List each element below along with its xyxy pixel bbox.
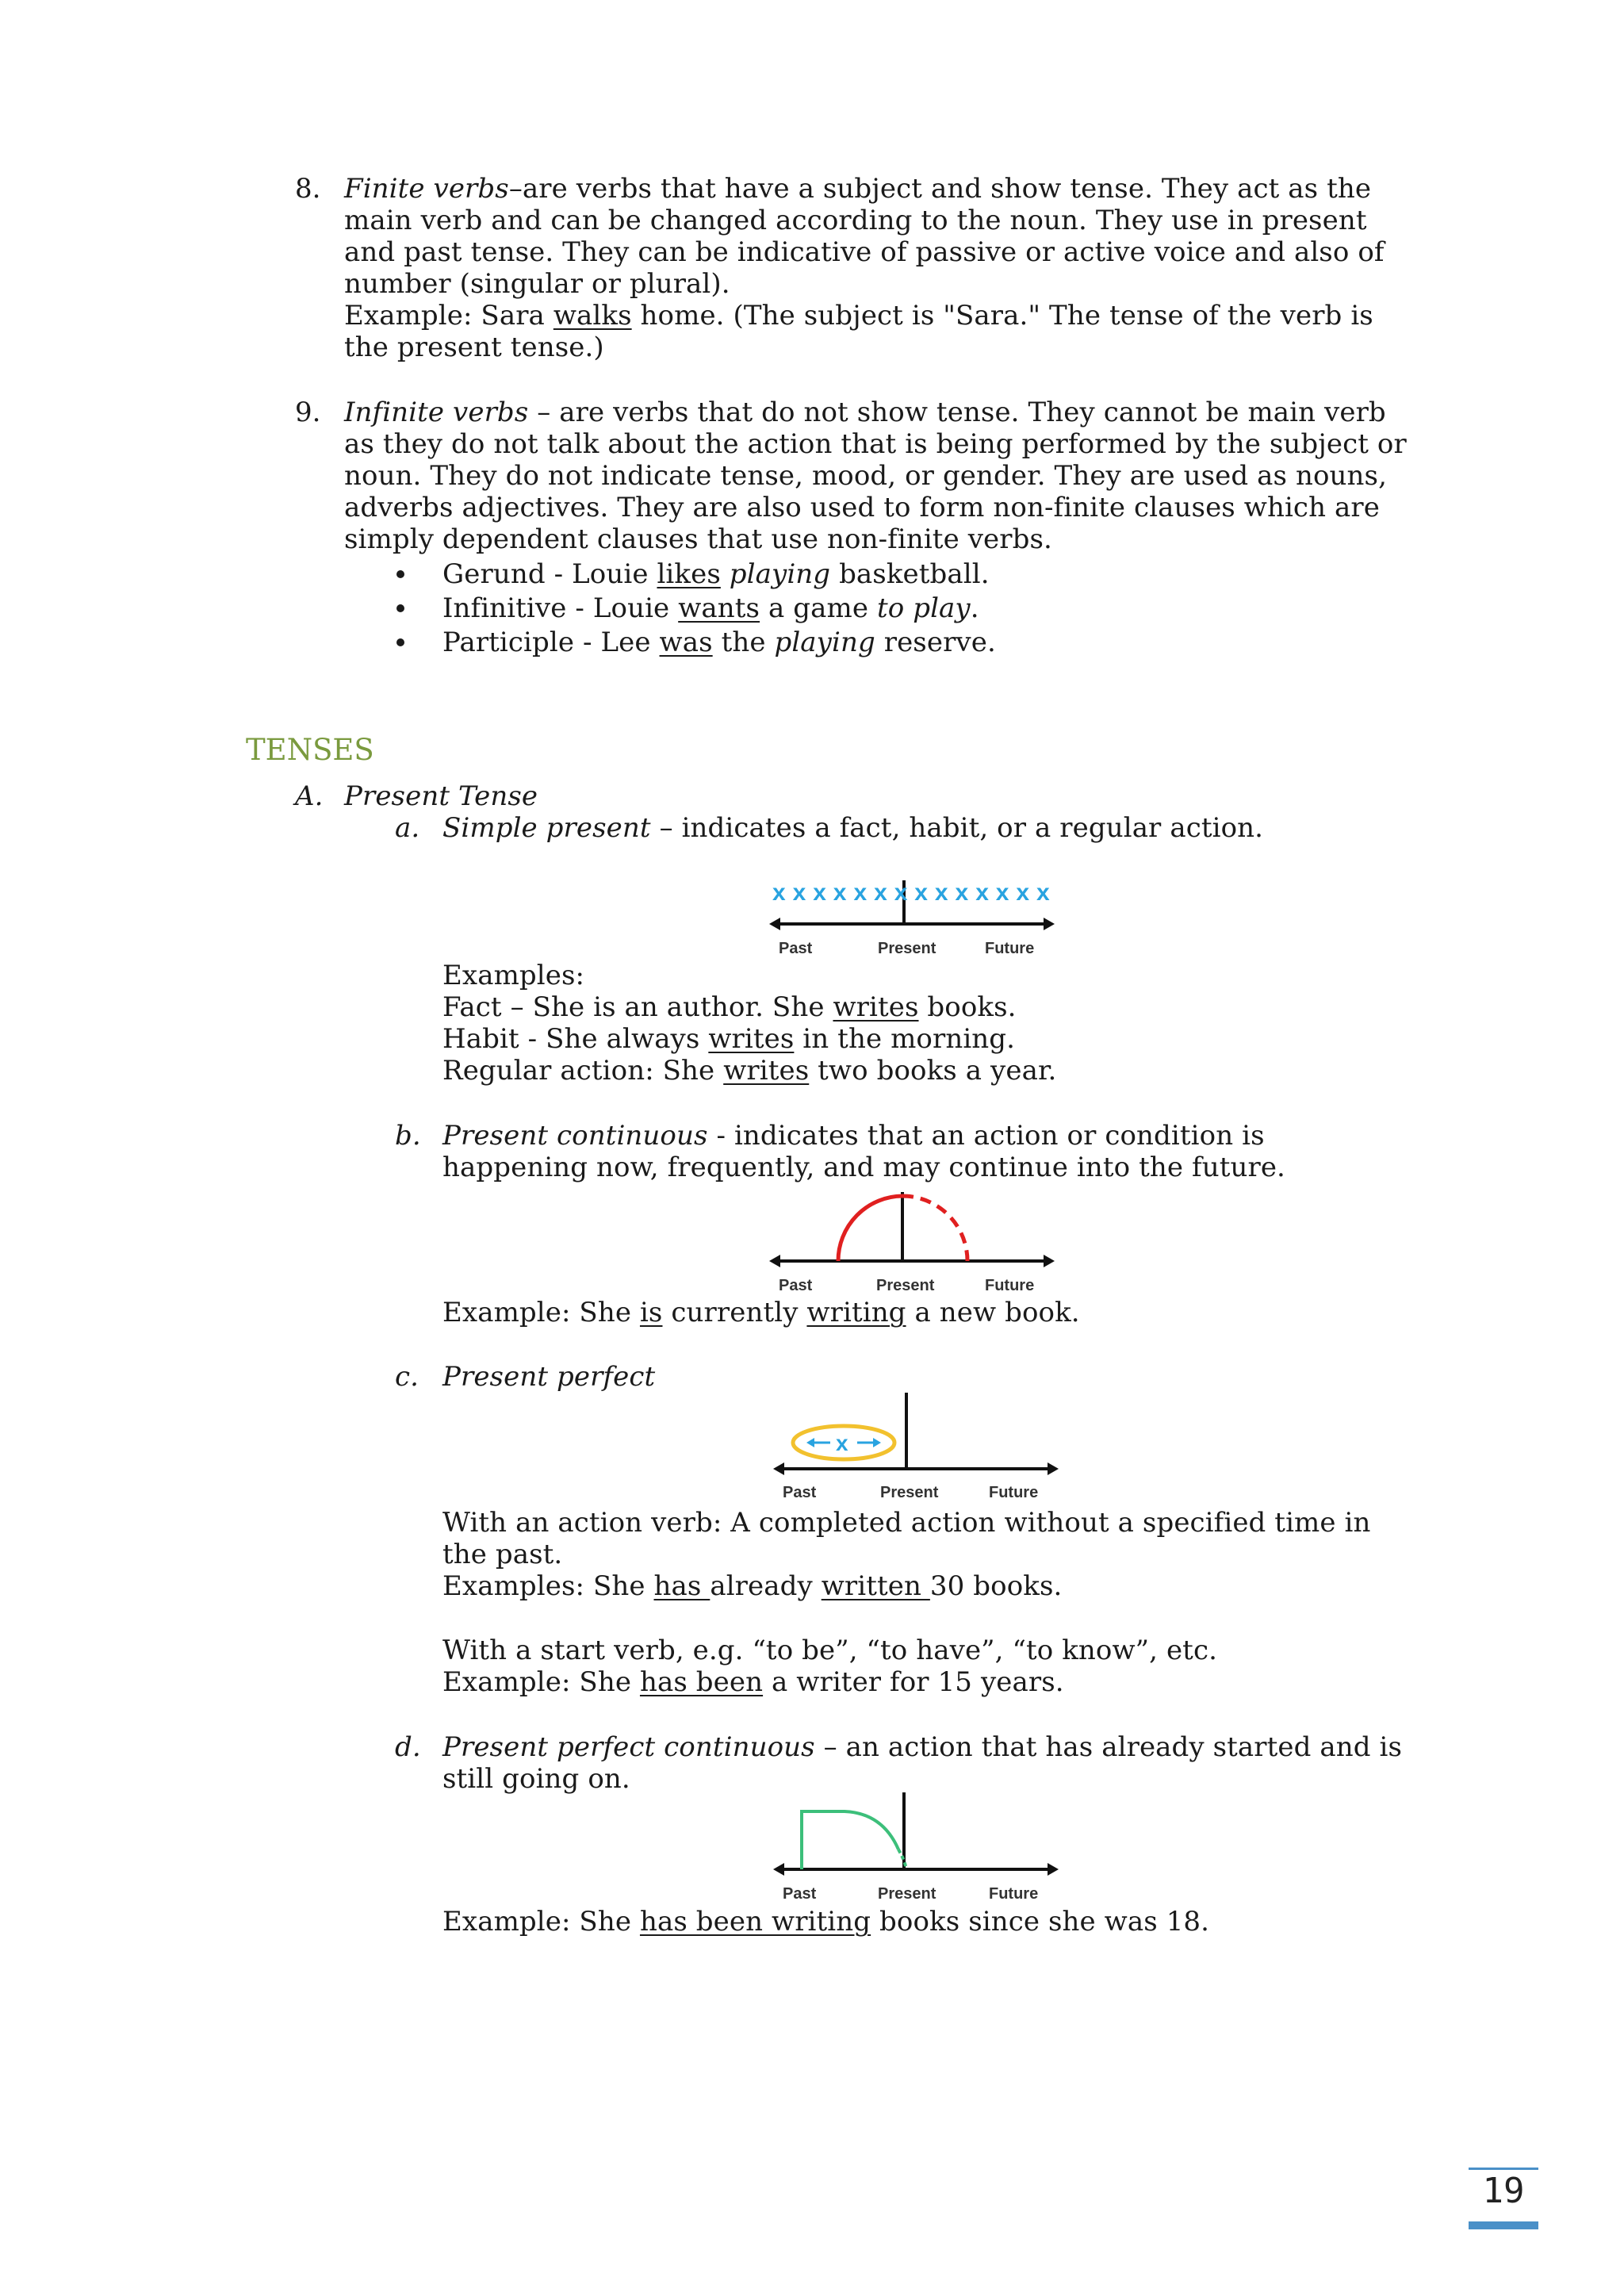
x-mark: x [934,880,948,906]
examples-label: Examples: [442,960,585,991]
sub-d-line-2: still going on. [442,1763,630,1795]
item-8-line-1: Finite verbs–are verbs that have a subject and show tense. They act as the [344,173,1372,205]
timeline-label-future: Future [989,1885,1039,1903]
example-fact: Fact – She is an author. She writes books. [442,991,1017,1023]
timeline-label-future: Future [989,1484,1039,1501]
item-9-line-4: adverbs adjectives. They are also used to form non-finite clauses which are [344,492,1380,523]
term-simple-present: Simple present [442,812,651,844]
sub-c-line-1: With an action verb: A completed action without a specified time in [442,1507,1371,1539]
timeline-label-past: Past [783,1885,817,1903]
x-mark: x [975,880,989,906]
item-9-line-5: simply dependent clauses that use non-finite verbs. [344,523,1052,555]
continuous-arc-dashed [902,1196,967,1261]
example-present-perfect-continuous: Example: She has been writing books since she was 18. [442,1906,1210,1938]
bullet-participle: Participle - Lee was the playing reserve. [442,627,996,658]
section-heading-tenses: TENSES [246,733,374,767]
timeline-label-present: Present [876,1277,935,1294]
sub-d-heading: Present perfect continuous – an action that has already started and is [442,1731,1403,1763]
x-mark: x [853,880,868,906]
sub-b-label: b. [395,1120,421,1152]
x-mark: x [1036,880,1050,906]
example-habit: Habit - She always writes in the morning. [442,1023,1016,1055]
timeline-present-continuous-diagram [769,1186,1055,1297]
continuous-curve-solid [802,1811,898,1869]
example-present-continuous: Example: She is currently writing a new book. [442,1297,1080,1328]
timeline-present-perfect-diagram [773,1389,1059,1502]
page-number-bottom-rule [1469,2221,1538,2229]
x-mark: x [813,880,826,906]
continuous-arc-solid [838,1196,902,1261]
sub-b-heading: Present continuous - indicates that an action or condition is [442,1120,1265,1152]
sub-c-line-2: the past. [442,1539,563,1570]
item-8-line-3: and past tense. They can be indicative of passive or active voice and also of [344,236,1385,268]
x-mark: x [792,880,806,906]
item-8-example: Example: Sara walks home. (The subject is "Sara." The tense of the verb is [344,300,1373,332]
timeline-present-perfect-continuous-diagram [773,1792,1059,1905]
x-mark: x [995,880,1009,906]
x-mark: x [894,880,908,906]
sub-d-label: d. [395,1731,421,1763]
item-9-line-2: as they do not talk about the action that is being performed by the subject or [344,428,1407,460]
item-8-line-2: main verb and can be changed according to the noun. They use in present [344,205,1367,236]
x-mark: x [955,880,969,906]
bullet-infinitive: Infinitive - Louie wants a game to play. [442,592,979,624]
term-finite-verbs: Finite verbs [344,173,509,205]
perfect-x-mark: x [836,1431,848,1455]
term-present-continuous: Present continuous [442,1120,708,1152]
sub-c-label: c. [395,1361,419,1393]
item-9-number: 9. [295,397,321,428]
example-present-perfect-1: Examples: She has already written 30 books. [442,1570,1063,1602]
section-a-label: A. [295,780,324,812]
page-number: 19 [1482,2171,1525,2211]
x-mark: x [833,880,847,906]
example-present-perfect-2: Example: She has been a writer for 15 years. [442,1666,1064,1698]
bullet-icon [396,604,404,612]
underlined-verb: walks [553,300,632,332]
term-present-perfect: Present perfect [442,1361,656,1393]
item-9-line-3: noun. They do not indicate tense, mood, or gender. They are used as nouns, [344,460,1387,492]
timeline-label-present: Present [878,1885,936,1903]
x-mark: x [772,880,786,906]
x-mark: x [914,880,928,906]
timeline-label-past: Past [783,1484,817,1501]
item-8-line-6: the present tense.) [344,332,604,363]
example-regular-action: Regular action: She writes two books a year. [442,1055,1057,1087]
sub-c-heading [442,1361,655,1393]
bullet-gerund: Gerund - Louie likes playing basketball. [442,558,990,590]
sub-c-line-4: With a start verb, e.g. “to be”, “to have”, “to know”, etc. [442,1635,1217,1666]
timeline-label-past: Past [779,940,813,957]
sub-a-heading: Simple present – indicates a fact, habit, or a regular action. [442,812,1264,844]
timeline-label-future: Future [985,1277,1035,1294]
bullet-icon [396,638,404,646]
sub-b-line-2: happening now, frequently, and may continue into the future. [442,1152,1285,1183]
timeline-simple-present-diagram [769,872,1055,960]
timeline-label-past: Past [779,1277,813,1294]
timeline-label-future: Future [985,940,1035,957]
x-mark: x [874,880,887,906]
item-8-line-4: number (singular or plural). [344,268,730,300]
bullet-icon [396,570,404,578]
term-present-perfect-continuous: Present perfect continuous [442,1731,815,1763]
timeline-label-present: Present [880,1484,939,1501]
item-9-line-1: Infinite verbs – are verbs that do not show tense. They cannot be main verb [344,397,1386,428]
term-infinite-verbs: Infinite verbs [344,397,529,428]
sub-a-label: a. [395,812,420,844]
timeline-label-present: Present [878,940,936,957]
x-mark: x [1016,880,1030,906]
x-marks [772,880,1050,906]
section-a-title: Present Tense [344,780,538,812]
item-8-number: 8. [295,173,321,205]
